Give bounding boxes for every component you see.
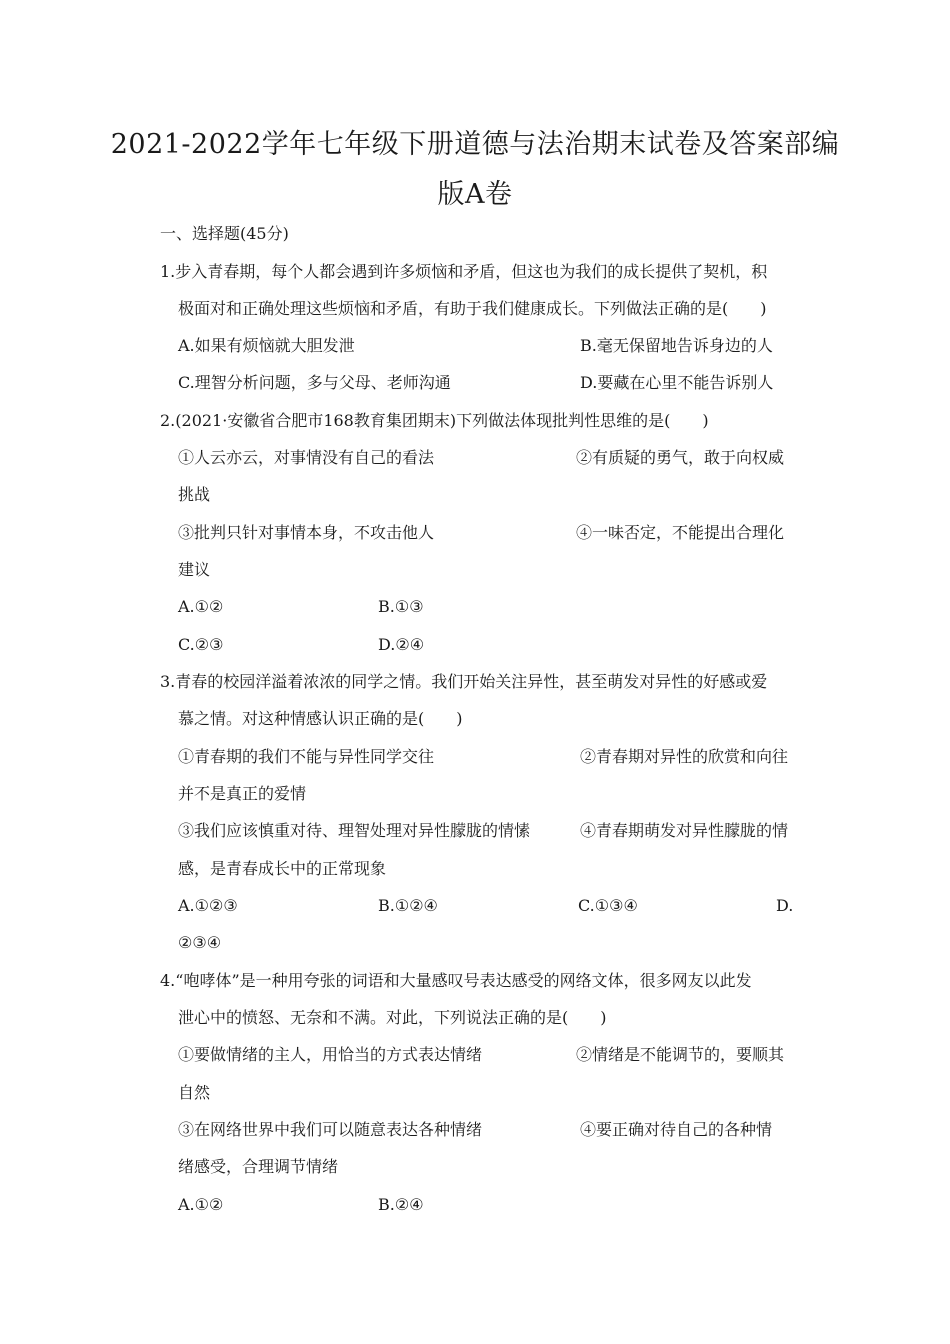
q3-statement-3: ③我们应该慎重对待、理智处理对异性朦胧的情愫: [178, 821, 531, 840]
q4-stem-line1: 4.“咆哮体”是一种用夸张的词语和大量感叹号表达感受的网络文体，很多网友以此发: [160, 971, 752, 990]
q2-statement-1: ①人云亦云，对事情没有自己的看法: [178, 448, 435, 467]
q2-statement-4: ④一味否定，不能提出合理化: [576, 523, 785, 542]
document-title-line2: 版A卷: [437, 179, 513, 210]
q3-option-a: A.①②③: [178, 896, 238, 915]
q2-option-d: D.②④: [378, 635, 425, 654]
q2-stem-line1: 2.(2021·安徽省合肥市168教育集团期末)下列做法体现批判性思维的是( ): [160, 411, 709, 430]
q4-statement-4: ④要正确对待自己的各种情: [580, 1120, 773, 1139]
q4-stem-line2: 泄心中的愤怒、无奈和不满。对此，下列说法正确的是( ): [178, 1008, 607, 1027]
q1-stem-line1: 1.步入青春期，每个人都会遇到许多烦恼和矛盾，但这也为我们的成长提供了契机，积: [160, 262, 768, 281]
q1-option-c: C.理智分析问题，多与父母、老师沟通: [178, 373, 451, 392]
q4-statement-4-cont: 绪感受，合理调节情绪: [178, 1157, 339, 1176]
q4-statement-2-cont: 自然: [178, 1083, 211, 1102]
section-heading: 一、选择题(45分): [160, 224, 289, 243]
q4-statement-2: ②情绪是不能调节的，要顺其: [576, 1045, 785, 1064]
q1-option-a: A.如果有烦恼就大胆发泄: [178, 336, 355, 355]
q3-option-d-value: ②③④: [178, 933, 222, 952]
q2-option-c: C.②③: [178, 635, 224, 654]
q2-statement-2: ②有质疑的勇气，敢于向权威: [576, 448, 785, 467]
q1-option-b: B.毫无保留地告诉身边的人: [580, 336, 773, 355]
q4-statement-1: ①要做情绪的主人，用恰当的方式表达情绪: [178, 1045, 483, 1064]
q2-option-a: A.①②: [178, 597, 224, 616]
q3-option-c: C.①③④: [578, 896, 638, 915]
q3-statement-2-cont: 并不是真正的爱情: [178, 784, 307, 803]
q3-statement-4-cont: 感，是青春成长中的正常现象: [178, 859, 387, 878]
q3-statement-4: ④青春期萌发对异性朦胧的情: [580, 821, 789, 840]
document-title-line1: 2021-2022学年七年级下册道德与法治期末试卷及答案部编: [110, 129, 840, 160]
q4-option-a: A.①②: [178, 1195, 224, 1214]
q1-stem-line2: 极面对和正确处理这些烦恼和矛盾，有助于我们健康成长。下列做法正确的是( ): [178, 299, 767, 318]
q4-statement-3: ③在网络世界中我们可以随意表达各种情绪: [178, 1120, 483, 1139]
q3-stem-line1: 3.青春的校园洋溢着浓浓的同学之情。我们开始关注异性，甚至萌发对异性的好感或爱: [160, 672, 768, 691]
q3-stem-line2: 慕之情。对这种情感认识正确的是( ): [178, 709, 463, 728]
q2-option-b: B.①③: [378, 597, 424, 616]
q1-option-d: D.要藏在心里不能告诉别人: [580, 373, 774, 392]
q2-statement-2-cont: 挑战: [178, 485, 211, 504]
q2-statement-4-cont: 建议: [178, 560, 211, 579]
q4-option-b: B.②④: [378, 1195, 424, 1214]
q3-option-d-label: D.: [776, 896, 794, 915]
q2-statement-3: ③批判只针对事情本身，不攻击他人: [178, 523, 435, 542]
q3-option-b: B.①②④: [378, 896, 438, 915]
q3-statement-2: ②青春期对异性的欣赏和向往: [580, 747, 789, 766]
q3-statement-1: ①青春期的我们不能与异性同学交往: [178, 747, 435, 766]
